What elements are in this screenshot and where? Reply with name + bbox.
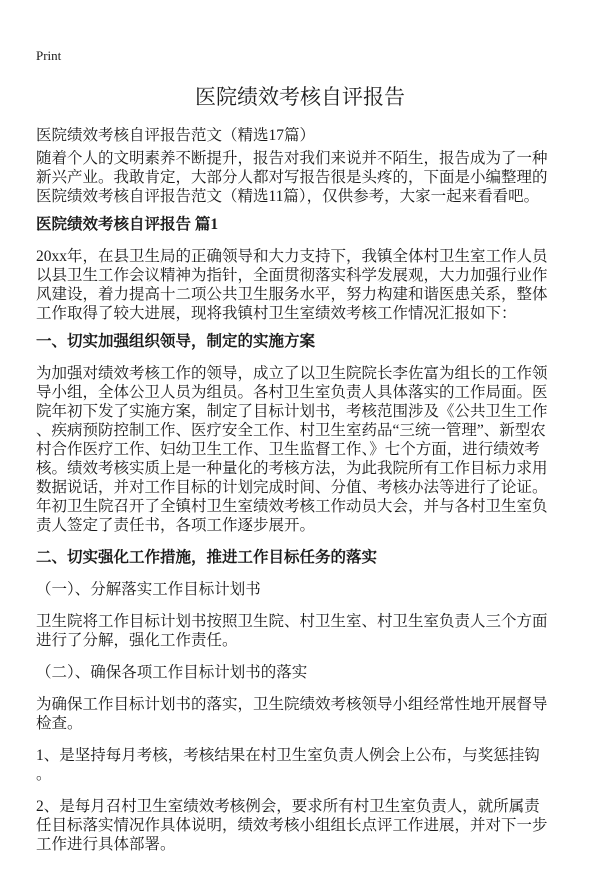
heading-2: 二、切实强化工作措施，推进工作目标任务的落实 [36,549,378,566]
paragraph-1: 20xx年，在县卫生局的正确领导和大力支持下，我镇全体村卫生室工作人员以县卫生工作会议精神为指针，全面贯彻落实科学发展观，大力加强行业作风建设，着力提高十二项公共卫生服务水平，努力构建和谐医患关系，整体工作取得了较大进展，现将我镇村卫生室绩效考核工作情况汇报如下： [36,248,548,322]
list-item-1: 1、是坚持每月考核，考核结果在村卫生室负责人例会上公布，与奖惩挂钩。 [36,747,540,783]
print-link[interactable]: Print [36,48,62,63]
subheading-2: （二）、确保各项工作目标计划书的落实 [36,664,308,681]
heading-1: 一、切实加强组织领导，制定的实施方案 [36,333,316,350]
paragraph-2: 为加强对绩效考核工作的领导，成立了以卫生院院长李佐富为组长的工作领导小组，全体公卫人员为组员。各村卫生室负责人具体落实的工作局面。医院年初下发了实施方案，制定了目标计划书，考核范围涉及《公共卫生工作、疾病预防控制工作、医疗安全工作、村卫生室药品“三统一管理”、新型农村合作医疗工作、妇幼卫生工作、卫生监督工作、》七个方面，进行绩效考核。绩效考核实质上是一种量化的考核方法，为此我院所有工作目标力求用数据说话，并对工作目标的计划完成时间、分值、考核办法等进行了论证。年初卫生院召开了全镇村卫生室绩效考核工作动员大会，并与各村卫生室负责人签定了责任书，各项工作逐步展开。 [36,365,548,534]
list-item-2: 2、是每月召村卫生室绩效考核例会，要求所有村卫生室负责人，就所属责任目标落实情况作具体说明，绩效考核小组组长点评工作进展，并对下一步工作进行具体部署。 [36,798,548,853]
subheading-1: （一）、分解落实工作目标计划书 [36,581,261,598]
section-title: 医院绩效考核自评报告 篇1 [36,216,219,233]
intro-paragraph: 随着个人的文明素养不断提升，报告对我们来说并不陌生，报告成为了一种新兴产业。我敢肯定，大部分人都对写报告很是头疼的，下面是小编整理的医院绩效考核自评报告范文（精选11篇），仅供参考，大家一起来看看吧。 [36,150,548,205]
subtitle: 医院绩效考核自评报告范文（精选17篇） [36,127,316,144]
page-title: 医院绩效考核自评报告 [195,86,405,109]
paragraph-3: 卫生院将工作目标计划书按照卫生院、村卫生室、村卫生室负责人三个方面进行了分解，强化工作责任。 [36,613,548,649]
paragraph-4: 为确保工作目标计划书的落实，卫生院绩效考核领导小组经常性地开展督导检查。 [36,696,548,732]
